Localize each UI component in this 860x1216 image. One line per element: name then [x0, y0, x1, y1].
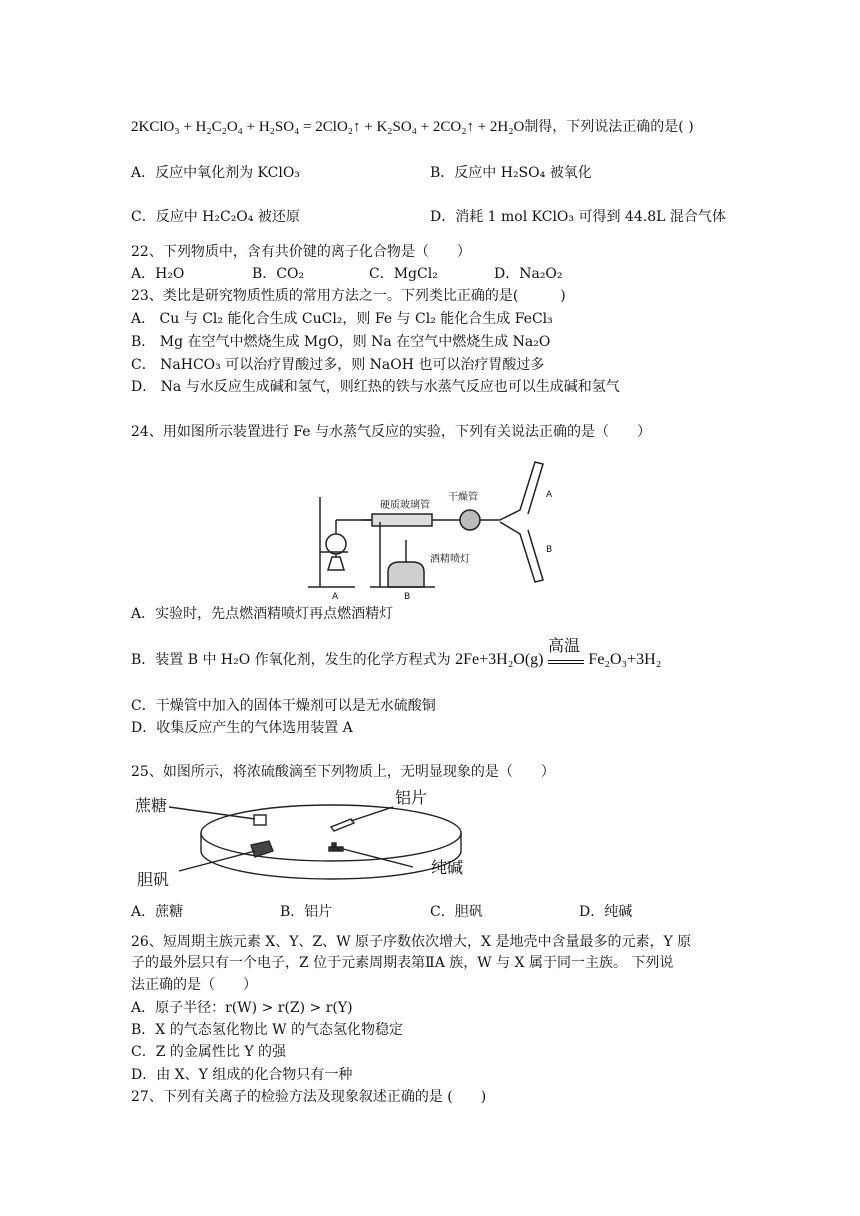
q23-option-d: D． Na 与水反应生成碱和氢气，则红热的铁与水蒸气反应也可以生成碱和氢气: [131, 379, 620, 395]
q24-option-c: C．干燥管中加入的固体干燥剂可以是无水硫酸铜: [131, 698, 436, 714]
q25-label-sucrose: 蔗糖: [135, 796, 168, 815]
q24-option-b-right: Fe₂O₃+3H₂: [588, 651, 662, 668]
q21-equation: 2KClO₃ + H₂C₂O₄ + H₂SO₄ = 2ClO₂↑ + K₂SO₄ + 2CO₂↑ + 2H₂O: [131, 119, 525, 135]
q21-stem: [131, 117, 694, 137]
q24-label-b-right: B: [546, 545, 553, 555]
q25-dish-figure: [131, 785, 481, 897]
q24-option-d: D．收集反应产生的气体选用装置 A: [131, 720, 353, 736]
q21-option-d: D．消耗 1 mol KClO₃ 可得到 44.8L 混合气体: [430, 209, 726, 225]
q25-option-c: C．胆矾: [430, 904, 483, 920]
q22-stem: 22、下列物质中，含有共价键的离子化合物是（ ）: [131, 244, 471, 260]
q26-option-b: B．X 的气态氢化物比 W 的气态氢化物稳定: [131, 1022, 403, 1038]
q24-label-b-left: B: [404, 592, 411, 602]
q24-stem: 24、用如图所示装置进行 Fe 与水蒸气反应的实验，下列有关说法正确的是（ ）: [131, 424, 651, 440]
q25-option-b: B．铝片: [280, 904, 333, 920]
q26-stem-line3: 法正确的是（ ）: [131, 977, 257, 993]
q22-option-a: A．H₂O: [131, 266, 185, 282]
q24-label-a-right: A: [546, 490, 553, 500]
q24-option-a: A．实验时，先点燃酒精喷灯再点燃酒精灯: [131, 606, 394, 622]
q21-option-b: B．反应中 H₂SO₄ 被氧化: [430, 165, 592, 181]
q24-dryer-label: 干燥管: [448, 492, 478, 503]
q26-stem-line1: 26、短周期主族元素 X、Y、Z、W 原子序数依次增大，X 是地壳中含量最多的元素，Y 原: [131, 934, 692, 950]
q24-tube-label: 硬质玻璃管: [380, 500, 430, 511]
q21-option-c: C．反应中 H₂C₂O₄ 被还原: [131, 209, 300, 225]
q24-lamp-label: 酒精喷灯: [430, 554, 470, 565]
q25-label-bluevitriol: 胆矾: [137, 870, 170, 889]
q23-stem: 23、类比是研究物质性质的常用方法之一。下列类比正确的是( ): [131, 288, 566, 304]
q24-option-b-text: B．装置 B 中 H₂O 作氧化剂，发生的化学方程式为: [131, 652, 451, 668]
q22-option-b: B．CO₂: [252, 266, 305, 282]
q24-condition-label: 高温: [547, 636, 580, 655]
q25-stem: 25、如图所示，将浓硫酸滴至下列物质上，无明显现象的是（ ）: [131, 764, 555, 780]
q25-option-a: A．蔗糖: [131, 904, 184, 920]
q21-stem-tail: 制得，下列说法正确的是( ): [524, 119, 694, 135]
q24-option-b: [131, 636, 662, 670]
q25-label-aluminum: 铝片: [395, 788, 428, 807]
q23-option-c: C． NaHCO₃ 可以治疗胃酸过多，则 NaOH 也可以治疗胃酸过多: [131, 357, 545, 373]
q26-option-d: D．由 X、Y 组成的化合物只有一种: [131, 1067, 353, 1083]
q24-label-a-left: A: [332, 592, 339, 602]
q21-option-a: A．反应中氧化剂为 KClO₃: [131, 165, 300, 181]
q22-option-c: C．MgCl₂: [369, 266, 438, 282]
q25-option-d: D．纯碱: [579, 904, 633, 920]
q27-stem: 27、下列有关离子的检验方法及现象叙述正确的是 ( ): [131, 1089, 487, 1105]
q26-stem-line2: 子的最外层只有一个电子，Z 位于元素周期表第ⅡA 族，W 与 X 属于同一主族。 下列说: [131, 955, 674, 971]
q26-option-a: A．原子半径：r(W) > r(Z) > r(Y): [131, 1000, 353, 1016]
q23-option-b: B． Mg 在空气中燃烧生成 MgO，则 Na 在空气中燃烧生成 Na₂O: [131, 334, 551, 350]
q24-apparatus-figure: [300, 452, 560, 602]
q25-label-soda: 纯碱: [431, 858, 464, 877]
q26-option-c: C．Z 的金属性比 Y 的强: [131, 1044, 287, 1060]
q24-option-b-left: 2Fe+3H₂O(g): [455, 651, 544, 668]
q22-option-d: D．Na₂O₂: [494, 266, 563, 282]
q23-option-a: A． Cu 与 Cl₂ 能化合生成 CuCl₂，则 Fe 与 Cl₂ 能化合生成 FeCl₃: [131, 311, 553, 327]
q24-condition-arrow: [547, 636, 584, 670]
